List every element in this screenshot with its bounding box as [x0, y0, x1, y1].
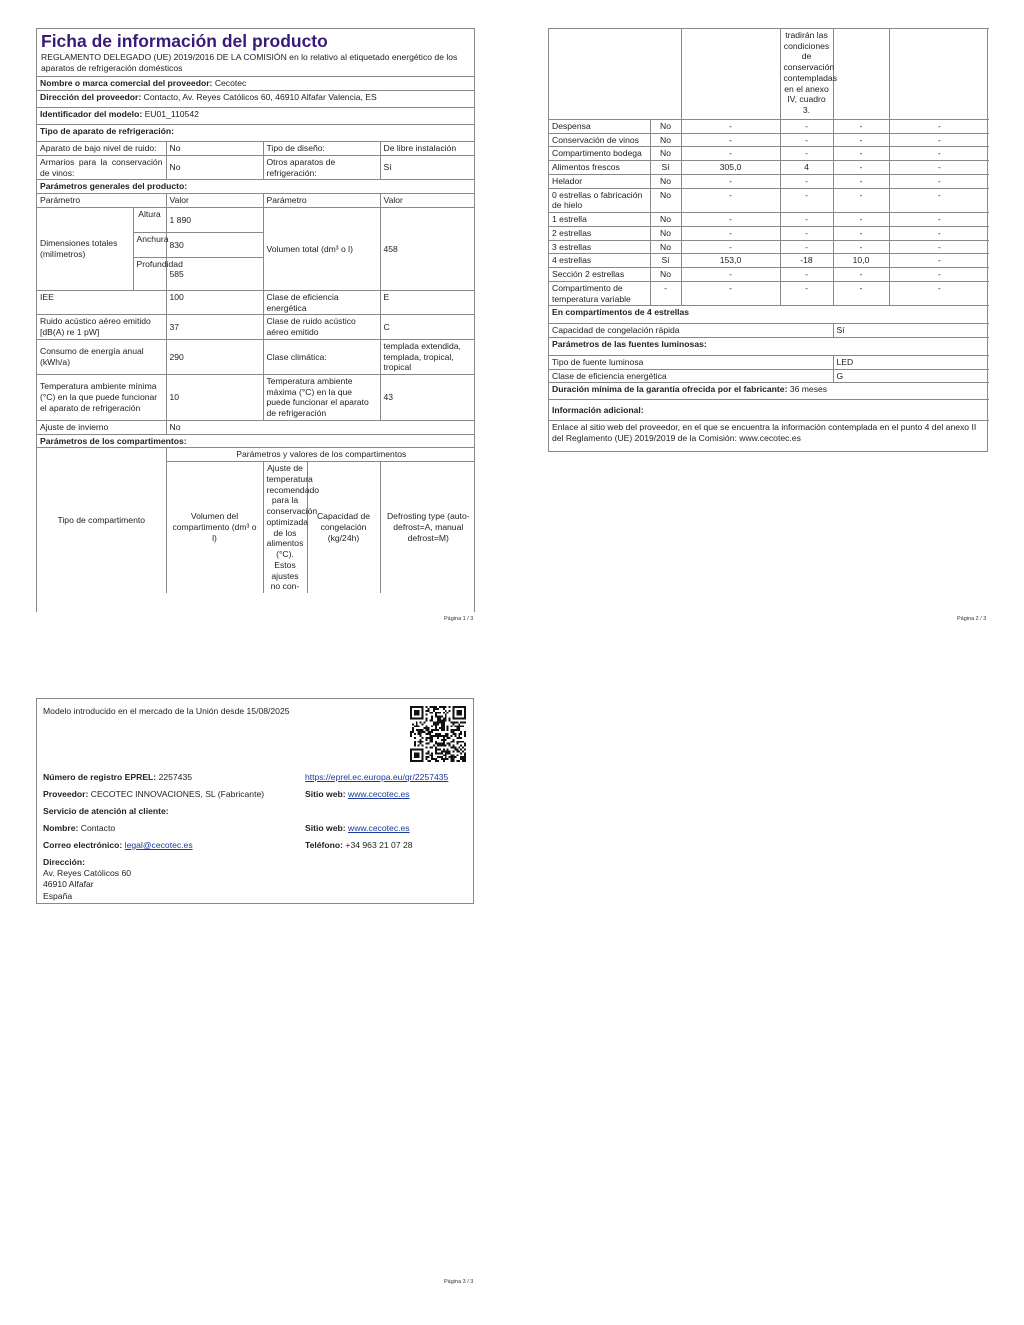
compartment-name: 3 estrellas: [549, 240, 650, 254]
phone-value: +34 963 21 07 28: [345, 840, 413, 850]
table-row: [549, 147, 989, 161]
comp-heading: Parámetros de los compartimentos:: [37, 434, 475, 448]
compartment-present: No: [650, 226, 681, 240]
comp-group-header: Parámetros y valores de los compartimentos: [166, 448, 475, 462]
web2-label: Sitio web:: [305, 823, 346, 833]
regulation-text: REGLAMENTO DELEGADO (UE) 2019/2016 DE LA COMISIÓN en lo relativo al etiquetado energético de los aparatos de refrigeración domésticos: [41, 52, 458, 73]
eff-class-label: Clase de eficiencia energética: [263, 290, 380, 314]
table-row: [549, 254, 989, 268]
continued-blank-2: [681, 29, 780, 120]
address-value: Contacto, Av. Reyes Católicos 60, 46910 Alfafar Valencia, ES: [143, 92, 377, 103]
compartment-capacity: -: [833, 268, 889, 282]
compartment-capacity: -: [833, 240, 889, 254]
other-label: Otros aparatos de refrigeración:: [263, 155, 380, 179]
width-label: Anchura: [133, 232, 166, 257]
wine-label: Armarios para la conservación de vinos:: [37, 155, 166, 179]
compartment-volume: -: [681, 240, 780, 254]
compartment-defrost: -: [889, 120, 989, 134]
table-row: [549, 174, 989, 188]
model-value: EU01_110542: [144, 109, 199, 120]
name-value: Contacto: [80, 823, 116, 833]
compartment-volume: -: [681, 213, 780, 227]
compartment-defrost: -: [889, 147, 989, 161]
compartment-name: Helador: [549, 174, 650, 188]
table-row: [549, 133, 989, 147]
address-line-2: 46910 Alfafar: [43, 879, 94, 890]
compartment-rows: [549, 120, 989, 306]
compartment-defrost: -: [889, 226, 989, 240]
compartment-capacity: -: [833, 213, 889, 227]
winter-label: Ajuste de invierno: [37, 420, 166, 434]
compartment-present: No: [650, 240, 681, 254]
compartment-name: 4 estrellas: [549, 254, 650, 268]
compartment-present: Sí: [650, 254, 681, 268]
eff-class-value: E: [380, 290, 475, 314]
table-row: [549, 120, 989, 134]
compartment-defrost: -: [889, 174, 989, 188]
qr-code-icon[interactable]: [410, 706, 466, 762]
winter-value: No: [166, 420, 475, 434]
compartment-capacity: -: [833, 133, 889, 147]
light-heading: Parámetros de las fuentes luminosas:: [549, 338, 989, 356]
other-value: Sí: [380, 155, 475, 179]
compartment-name: Conservación de vinos: [549, 133, 650, 147]
address-line-1: Av. Reyes Católicos 60: [43, 868, 132, 879]
table-row: [549, 240, 989, 254]
page-3-card: [36, 698, 474, 904]
height-value: 1 890: [166, 207, 263, 232]
iee-value: 100: [166, 290, 263, 314]
compartment-defrost: -: [889, 240, 989, 254]
compartment-name: Alimentos frescos: [549, 161, 650, 175]
design-value: De libre instalación: [380, 142, 475, 156]
compartment-capacity: -: [833, 147, 889, 161]
climate-label: Clase climática:: [263, 339, 380, 374]
email-link[interactable]: legal@cecotec.es: [124, 840, 193, 850]
compartment-temp: -: [780, 147, 833, 161]
page-2: [548, 28, 988, 452]
phone-label: Teléfono:: [305, 840, 344, 850]
compartment-temp: -: [780, 268, 833, 282]
compartment-capacity: -: [833, 161, 889, 175]
compartment-temp: -: [780, 226, 833, 240]
page-number-1: Página 1 / 3: [444, 616, 474, 622]
compartment-name: 1 estrella: [549, 213, 650, 227]
brand-value: Cecotec: [214, 78, 247, 89]
compartment-volume: -: [681, 188, 780, 212]
info-text: Enlace al sitio web del proveedor, en el que se encuentra la información contemplada en el punto 4 del anexo II del Reglamento (UE) 2019/2019 de la Comisión: www.cecotec.es: [549, 421, 989, 450]
compartment-present: No: [650, 213, 681, 227]
compartment-defrost: -: [889, 281, 989, 305]
table-row: [549, 281, 989, 305]
compartment-defrost: -: [889, 133, 989, 147]
compartment-temp: -: [780, 120, 833, 134]
tmin-label: Temperatura ambiente mínima (°C) en la que puede funcionar el aparato de refrigeración: [37, 375, 166, 421]
depth-value: 585: [166, 257, 263, 290]
tmax-value: 43: [380, 375, 475, 421]
light-class-label: Clase de eficiencia energética: [549, 369, 833, 383]
comp-defrost-header: Defrosting type (auto-defrost=A, manual defrost=M): [380, 462, 475, 593]
compartment-capacity: -: [833, 120, 889, 134]
compartment-capacity: 10,0: [833, 254, 889, 268]
noise-class-label: Clase de ruido acústico aéreo emitido: [263, 315, 380, 339]
email-label: Correo electrónico:: [43, 840, 123, 850]
address-line-3: España: [43, 890, 73, 901]
fast-freeze-label: Capacidad de congelación rápida: [549, 324, 833, 338]
compartment-volume: -: [681, 147, 780, 161]
compartment-temp: -: [780, 188, 833, 212]
light-type-value: LED: [833, 356, 989, 370]
compartment-volume: -: [681, 268, 780, 282]
tmin-value: 10: [166, 375, 263, 421]
col-param-1: Parámetro: [37, 194, 166, 208]
compartment-temp: -: [780, 281, 833, 305]
continued-blank-4: [889, 29, 989, 120]
compartment-volume: 153,0: [681, 254, 780, 268]
address-label: Dirección del proveedor:: [40, 92, 142, 103]
compartment-name: Despensa: [549, 120, 650, 134]
dims-label: Dimensiones totales (milímetros): [37, 207, 133, 290]
compartment-name: 2 estrellas: [549, 226, 650, 240]
compartment-volume: -: [681, 133, 780, 147]
compartment-present: No: [650, 174, 681, 188]
compartment-present: No: [650, 120, 681, 134]
info-heading: Información adicional:: [549, 400, 989, 421]
compartment-present: No: [650, 268, 681, 282]
compartment-temp: -18: [780, 254, 833, 268]
type-heading: Tipo de aparato de refrigeración:: [37, 125, 475, 142]
supplier-label: Proveedor:: [43, 789, 89, 799]
depth-label: Profundidad: [133, 257, 166, 290]
compartment-volume: -: [681, 120, 780, 134]
four-star-heading: En compartimentos de 4 estrellas: [549, 306, 989, 324]
low-noise-label: Aparato de bajo nivel de ruido:: [37, 142, 166, 156]
eprel-value: 2257435: [158, 772, 193, 782]
table-row: [549, 226, 989, 240]
compartment-name: Compartimento de temperatura variable: [549, 281, 650, 305]
compartment-capacity: -: [833, 174, 889, 188]
volume-value: 458: [380, 207, 475, 290]
compartment-temp: -: [780, 174, 833, 188]
page-1: [36, 28, 475, 612]
volume-label: Volumen total (dm³ o l): [263, 207, 380, 290]
design-label: Tipo de diseño:: [263, 142, 380, 156]
page-title: Ficha de información del producto: [41, 31, 328, 51]
climate-value: templada extendida, templada, tropical, tropical: [380, 339, 475, 374]
compartment-temp: -: [780, 213, 833, 227]
fast-freeze-value: Sí: [833, 324, 989, 338]
compartment-present: No: [650, 147, 681, 161]
compartment-temp: -: [780, 240, 833, 254]
compartment-capacity: -: [833, 226, 889, 240]
compartment-volume: -: [681, 226, 780, 240]
compartment-capacity: -: [833, 188, 889, 212]
col-value-2: Valor: [380, 194, 475, 208]
table-row: [549, 188, 989, 212]
supplier-value: CECOTEC INNOVACIONES, SL (Fabricante): [90, 789, 265, 799]
compartment-temp: -: [780, 133, 833, 147]
model-label: Identificador del modelo:: [40, 109, 143, 120]
continued-temp-text: tradirán las condiciones de conservación contempladas en el anexo IV, cuadro 3.: [780, 29, 833, 120]
compartment-defrost: -: [889, 188, 989, 212]
compartment-name: 0 estrellas o fabricación de hielo: [549, 188, 650, 212]
energy-value: 290: [166, 339, 263, 374]
table-row: [549, 213, 989, 227]
web-label: Sitio web:: [305, 789, 346, 799]
col-value-1: Valor: [166, 194, 263, 208]
comp-volume-header: Volumen del compartimento (dm³ o l): [166, 462, 263, 593]
iee-label: IEE: [37, 290, 166, 314]
compartment-name: Compartimento bodega: [549, 147, 650, 161]
compartment-present: No: [650, 188, 681, 212]
comp-type-header: Tipo de compartimento: [37, 448, 166, 593]
eprel-link[interactable]: https://eprel.ec.europa.eu/qr/2257435: [305, 772, 449, 782]
height-label: Altura: [133, 207, 166, 232]
compartment-temp: 4: [780, 161, 833, 175]
width-value: 830: [166, 232, 263, 257]
brand-label: Nombre o marca comercial del proveedor:: [40, 78, 213, 89]
table-row: [549, 268, 989, 282]
comp-temp-header: Ajuste de temperatura recomendado para la conservación optimizada de los alimentos (°C). Estos ajustes no con-: [263, 462, 307, 593]
wine-value: No: [166, 155, 263, 179]
noise-class-value: C: [380, 315, 475, 339]
comp-capacity-header: Capacidad de congelación (kg/24h): [307, 462, 380, 593]
noise-label: Ruido acústico aéreo emitido [dB(A) re 1 pW]: [37, 315, 166, 339]
name-label: Nombre:: [43, 823, 79, 833]
compartment-present: -: [650, 281, 681, 305]
address-heading: Dirección:: [43, 857, 86, 867]
warranty-value: 36 meses: [789, 384, 828, 395]
web2-link[interactable]: www.cecotec.es: [347, 823, 410, 833]
compartment-defrost: -: [889, 161, 989, 175]
compartment-present: No: [650, 133, 681, 147]
low-noise-value: No: [166, 142, 263, 156]
noise-value: 37: [166, 315, 263, 339]
compartment-present: Sí: [650, 161, 681, 175]
general-heading: Parámetros generales del producto:: [37, 180, 475, 194]
eprel-label: Número de registro EPREL:: [43, 772, 157, 782]
compartment-defrost: -: [889, 213, 989, 227]
light-class-value: G: [833, 369, 989, 383]
service-heading: Servicio de atención al cliente:: [43, 806, 169, 816]
table-row: [549, 161, 989, 175]
warranty-label: Duración mínima de la garantía ofrecida por el fabricante:: [552, 384, 788, 395]
compartment-volume: -: [681, 174, 780, 188]
compartment-capacity: -: [833, 281, 889, 305]
light-type-label: Tipo de fuente luminosa: [549, 356, 833, 370]
compartment-defrost: -: [889, 268, 989, 282]
continued-blank-3: [833, 29, 889, 120]
compartment-volume: -: [681, 281, 780, 305]
continued-blank-1: [549, 29, 681, 120]
page-number-2: Página 2 / 3: [957, 616, 987, 622]
energy-label: Consumo de energía anual (kWh/a): [37, 339, 166, 374]
compartment-defrost: -: [889, 254, 989, 268]
compartment-volume: 305,0: [681, 161, 780, 175]
page-number-3: Página 3 / 3: [444, 1279, 474, 1285]
web-link[interactable]: www.cecotec.es: [347, 789, 410, 799]
intro-text: Modelo introducido en el mercado de la Unión desde 15/08/2025: [43, 706, 290, 716]
compartment-name: Sección 2 estrellas: [549, 268, 650, 282]
tmax-label: Temperatura ambiente máxima (°C) en la que puede funcionar el aparato de refrigeración: [263, 375, 380, 421]
col-param-2: Parámetro: [263, 194, 380, 208]
